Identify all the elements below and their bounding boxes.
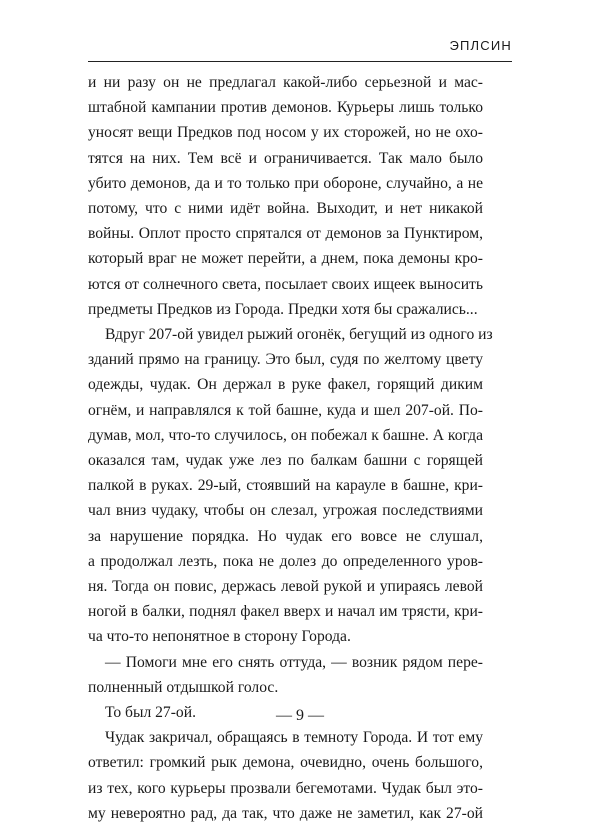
- text-line: ответил: громкий рык демона, очевидно, очень большого,: [88, 754, 483, 772]
- text-line: за нарушение порядка. Но чудак его вовсе не слушал,: [88, 527, 483, 545]
- text-line: Чудак закричал, обращаясь в темноту Города. И тот ему: [105, 729, 483, 747]
- running-header: [88, 34, 512, 62]
- text-line: огнём, и направлялся к той башне, куда и шел 207-ой. По-: [88, 401, 483, 419]
- text-line: уносят вещи Предков под носом у их сторожей, но не охо-: [88, 124, 483, 142]
- text-line: предметы Предков из Города. Предки хотя бы сражались...: [88, 300, 478, 318]
- text-line: а продолжал лезть, пока не долез до определенного уров-: [88, 552, 483, 570]
- text-line: потому, что с ними идёт война. Выходит, и нет никакой: [88, 200, 483, 218]
- text-line: зданий прямо на границу. Это был, судя по желтому цвету: [88, 351, 483, 369]
- text-line: Вдруг 207-ой увидел рыжий огонёк, бегущий из одного из: [105, 326, 493, 344]
- text-line: ча что-то непонятное в сторону Города.: [88, 628, 351, 646]
- text-line: тятся на них. Тем всё и ограничивается. Так мало было: [88, 149, 483, 167]
- running-header-title: ЭПЛСИН: [449, 38, 512, 53]
- header-rule: [88, 61, 512, 62]
- text-line: одежды, чудак. Он держал в руке факел, горящий диким: [88, 376, 483, 394]
- text-line: палкой в руках. 29-ый, стоявший на карауле в башне, кри-: [88, 477, 483, 495]
- text-line: То был 27-ой.: [105, 704, 196, 722]
- text-line: который враг не может перейти, а днем, пока демоны кро-: [88, 250, 483, 268]
- text-line: и ни разу он не предлагал какой-либо серьезной и мас-: [88, 74, 483, 91]
- text-line: полненный отдышкой голос.: [88, 678, 279, 696]
- text-line: из тех, кого курьеры прозвали бегемотами. Чудак был это-: [88, 779, 483, 797]
- text-line: убито демонов, да и то только при обороне, случайно, а не: [88, 174, 483, 192]
- text-line: ются от солнечного света, посылает своих ищеек выносить: [88, 275, 483, 293]
- text-line: думав, мол, что-то случилось, он побежал к башне. А когда: [88, 426, 483, 444]
- text-line: ногой в балки, поднял факел вверх и начал им трясти, кри-: [88, 603, 483, 621]
- text-line: штабной кампании против демонов. Курьеры лишь только: [88, 99, 483, 117]
- text-line: — Помоги мне его снять оттуда, — возник рядом пере-: [105, 653, 483, 671]
- text-line: оказался там, чудак уже лез по балкам башни с горящей: [88, 452, 483, 470]
- text-line: ня. Тогда он повис, держась левой рукой и упираясь левой: [88, 578, 483, 596]
- text-line: войны. Оплот просто спрятался от демонов за Пунктиром,: [88, 225, 483, 243]
- page-number: — 9 —: [276, 707, 324, 724]
- text-line: чал вниз чудаку, чтобы он слезал, угрожая последствиями: [88, 502, 483, 520]
- text-line: му невероятно рад, да так, что даже не заметил, как 27-ой: [88, 804, 483, 822]
